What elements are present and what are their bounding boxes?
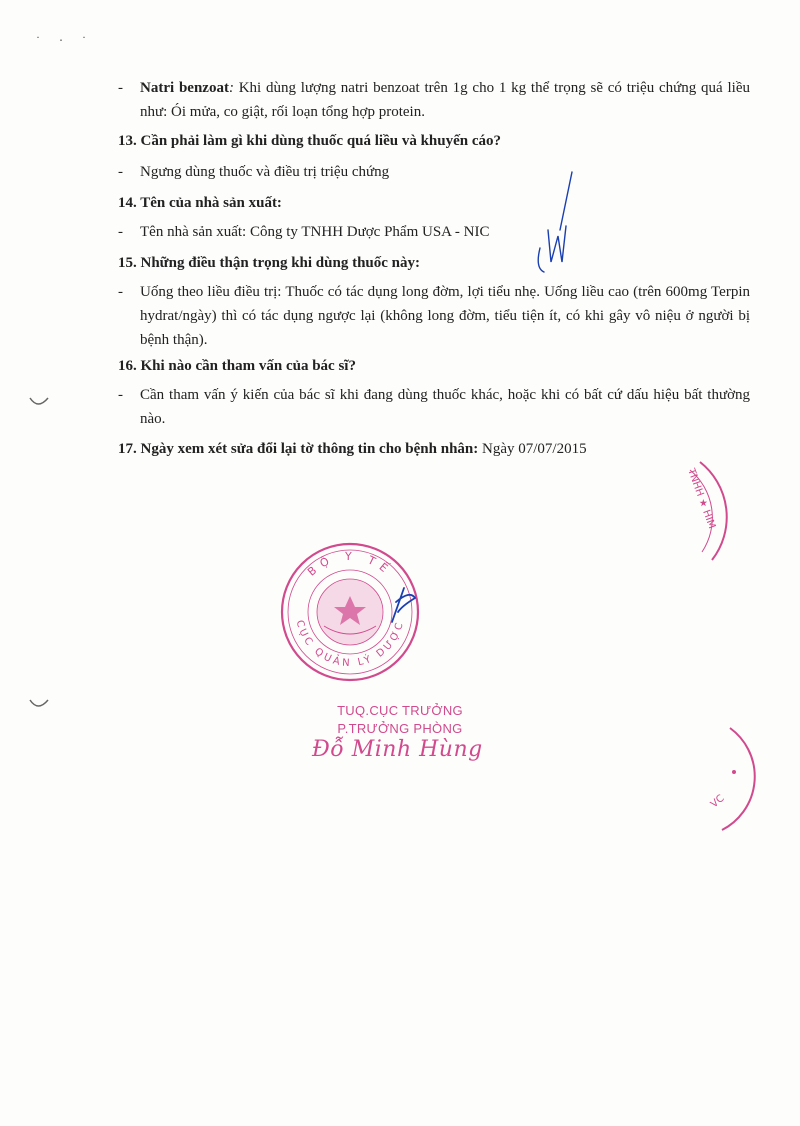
punch-hole-mark-bottom — [30, 700, 48, 706]
natri-benzoat-label: Natri benzoat — [140, 80, 229, 96]
edge-stamp-right-text: TNHH ★ HIM — [685, 467, 718, 531]
punch-hole-mark-top — [30, 398, 48, 404]
edge-stamp-right-bottom — [722, 728, 755, 830]
signatory-name: Đỗ Minh Hùng — [312, 737, 483, 762]
section-15-heading: 15. Những điều thận trọng khi dùng thuốc này: — [118, 255, 421, 271]
section-16-bullet: - Cần tham vấn ý kiến của bác sĩ khi đang dùng thuốc khác, hoặc khi có bất cứ dấu hiệu bất thường nào. — [118, 387, 750, 427]
section-17-date: Ngày 07/07/2015 — [478, 441, 587, 457]
signature-title-1: TUQ.CỤC TRƯỞNG — [337, 703, 463, 718]
svg-text:BỘ Y TẾ — [305, 550, 395, 579]
section-13-heading: 13. Cần phải làm gì khi dùng thuốc quá liều và khuyến cáo? — [118, 133, 502, 149]
edge-stamp-right-bottom-text: VC — [708, 792, 727, 811]
natri-benzoat-paragraph: - Natri benzoat: Khi dùng lượng natri benzoat trên 1g cho 1 kg thể trọng sẽ có triệu chứng quá liều như: Ói mửa, co giật, rối loạn tổng hợp protein. — [118, 80, 750, 120]
section-17-heading: 17. Ngày xem xét sửa đổi lại tờ thông tin cho bệnh nhân: — [118, 441, 479, 457]
stamp-bottom-text: CỤC QUẢN LÝ DƯỢC — [293, 619, 407, 670]
signature-title-2: P.TRƯỞNG PHÒNG — [337, 721, 463, 736]
section-13-bullet: - Ngưng dùng thuốc và điều trị triệu chứng — [118, 164, 390, 180]
section-16-heading: 16. Khi nào cần tham vấn của bác sĩ? — [118, 358, 356, 374]
scan-marks: · ․ · — [36, 30, 94, 44]
stamp-top-text: BỘ Y TẾ — [305, 549, 395, 579]
section-15-bullet: - Uống theo liều điều trị: Thuốc có tác dụng long đờm, lợi tiểu nhẹ. Uống liều cao (trên 600mg Terpin hydrat/ngày) thì có tác dụng ngược lại (không long đờm, tiểu tiện ít, có khi gây vô niệu ở người bị bệnh thận). — [118, 284, 750, 348]
margin-initial — [538, 172, 572, 272]
section-14-heading: 14. Tên của nhà sản xuất: — [118, 195, 282, 211]
section-14-bullet: - Tên nhà sản xuất: Công ty TNHH Dược Phẩm USA - NIC — [118, 224, 490, 240]
natri-benzoat-text: Khi dùng lượng natri benzoat trên 1g cho 1 kg thể trọng sẽ có triệu chứng quá liều như: Ói mửa, co giật, rối loạn tổng hợp protein. — [140, 80, 750, 120]
